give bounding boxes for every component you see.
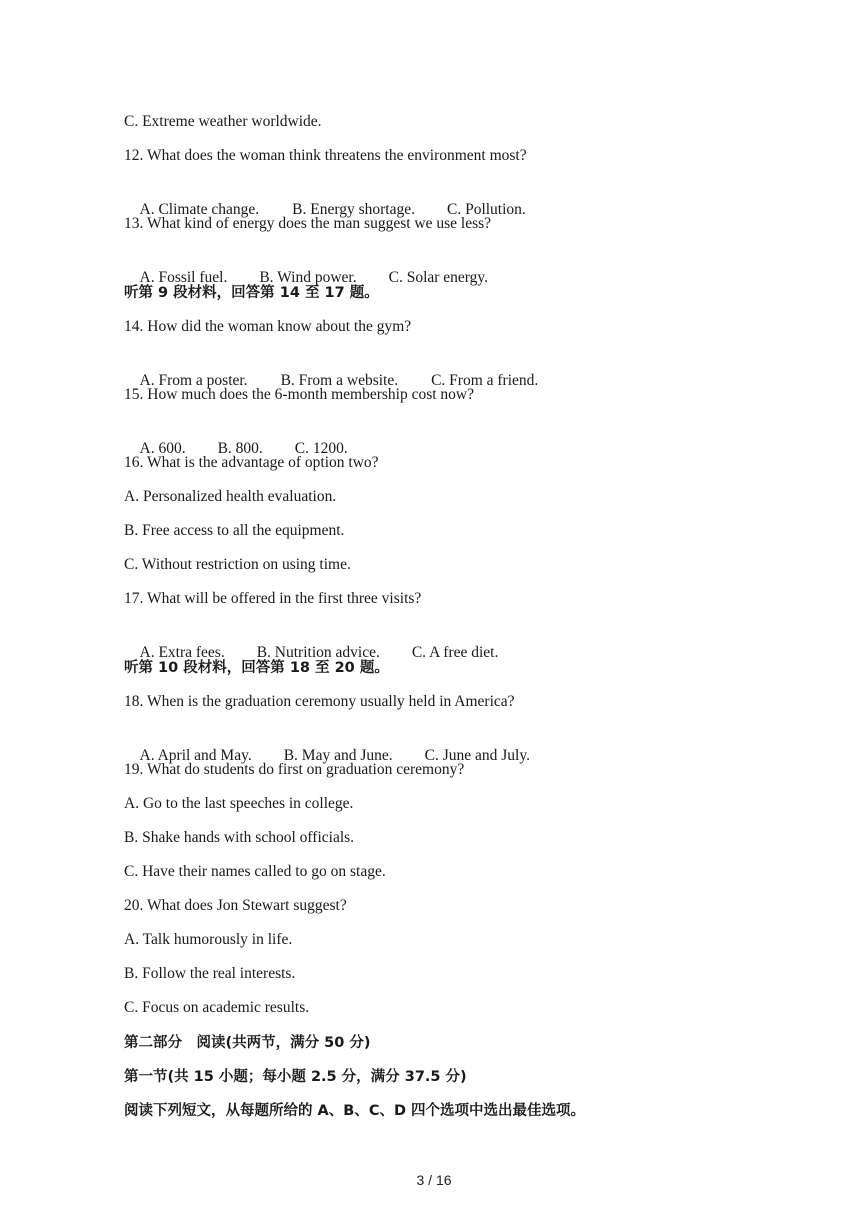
option-20c: C. Focus on academic results. [124,999,310,1016]
option-15c: C. 1200. [294,440,348,457]
part-two-heading: 第二部分 阅读(共两节，满分 50 分) [124,1035,371,1051]
option-13a: A. Fossil fuel. [139,269,228,286]
section-one-heading: 第一节(共 15 小题；每小题 2.5 分，满分 37.5 分) [124,1069,467,1085]
option-16b: B. Free access to all the equipment. [124,522,345,539]
option-17b: B. Nutrition advice. [256,644,380,661]
option-15b: B. 800. [217,440,263,457]
option-17a: A. Extra fees. [139,644,225,661]
question-19: 19. What do students do first on graduation ceremony? [124,761,465,778]
option-20b: B. Follow the real interests. [124,965,296,982]
option-13c: C. Solar energy. [388,269,489,286]
question-15: 15. How much does the 6-month membership cost now? [124,386,474,403]
option-19c: C. Have their names called to go on stage. [124,863,386,880]
question-14: 14. How did the woman know about the gym? [124,318,412,335]
question-12: 12. What does the woman think threatens the environment most? [124,147,527,164]
option-16a: A. Personalized health evaluation. [124,488,337,505]
reading-instructions: 阅读下列短文，从每题所给的 A、B、C、D 四个选项中选出最佳选项。 [124,1103,586,1119]
option-18b: B. May and June. [283,747,393,764]
option-12c: C. Pollution. [446,201,526,218]
option-17c: C. A free diet. [411,644,499,661]
section-heading-10: 听第 10 段材料，回答第 18 至 20 题。 [124,660,389,676]
section-heading-9: 听第 9 段材料，回答第 14 至 17 题。 [124,285,379,301]
option-14b: B. From a website. [280,372,399,389]
question-20: 20. What does Jon Stewart suggest? [124,897,347,914]
question-17: 17. What will be offered in the first three visits? [124,590,422,607]
option-12b: B. Energy shortage. [292,201,415,218]
option-20a: A. Talk humorously in life. [124,931,293,948]
question-16: 16. What is the advantage of option two? [124,454,379,471]
option-19b: B. Shake hands with school officials. [124,829,355,846]
option-13b: B. Wind power. [259,269,357,286]
page-number: 3 / 16 [416,1172,452,1188]
question-18: 18. When is the graduation ceremony usually held in America? [124,693,515,710]
option-16c: C. Without restriction on using time. [124,556,351,573]
option-11c: C. Extreme weather worldwide. [124,113,322,130]
option-12a: A. Climate change. [139,201,260,218]
option-14c: C. From a friend. [431,372,539,389]
option-15a: A. 600. [139,440,186,457]
option-19a: A. Go to the last speeches in college. [124,795,354,812]
option-14a: A. From a poster. [139,372,248,389]
question-13: 13. What kind of energy does the man suggest we use less? [124,215,492,232]
option-18c: C. June and July. [424,747,530,764]
option-18a: A. April and May. [139,747,252,764]
